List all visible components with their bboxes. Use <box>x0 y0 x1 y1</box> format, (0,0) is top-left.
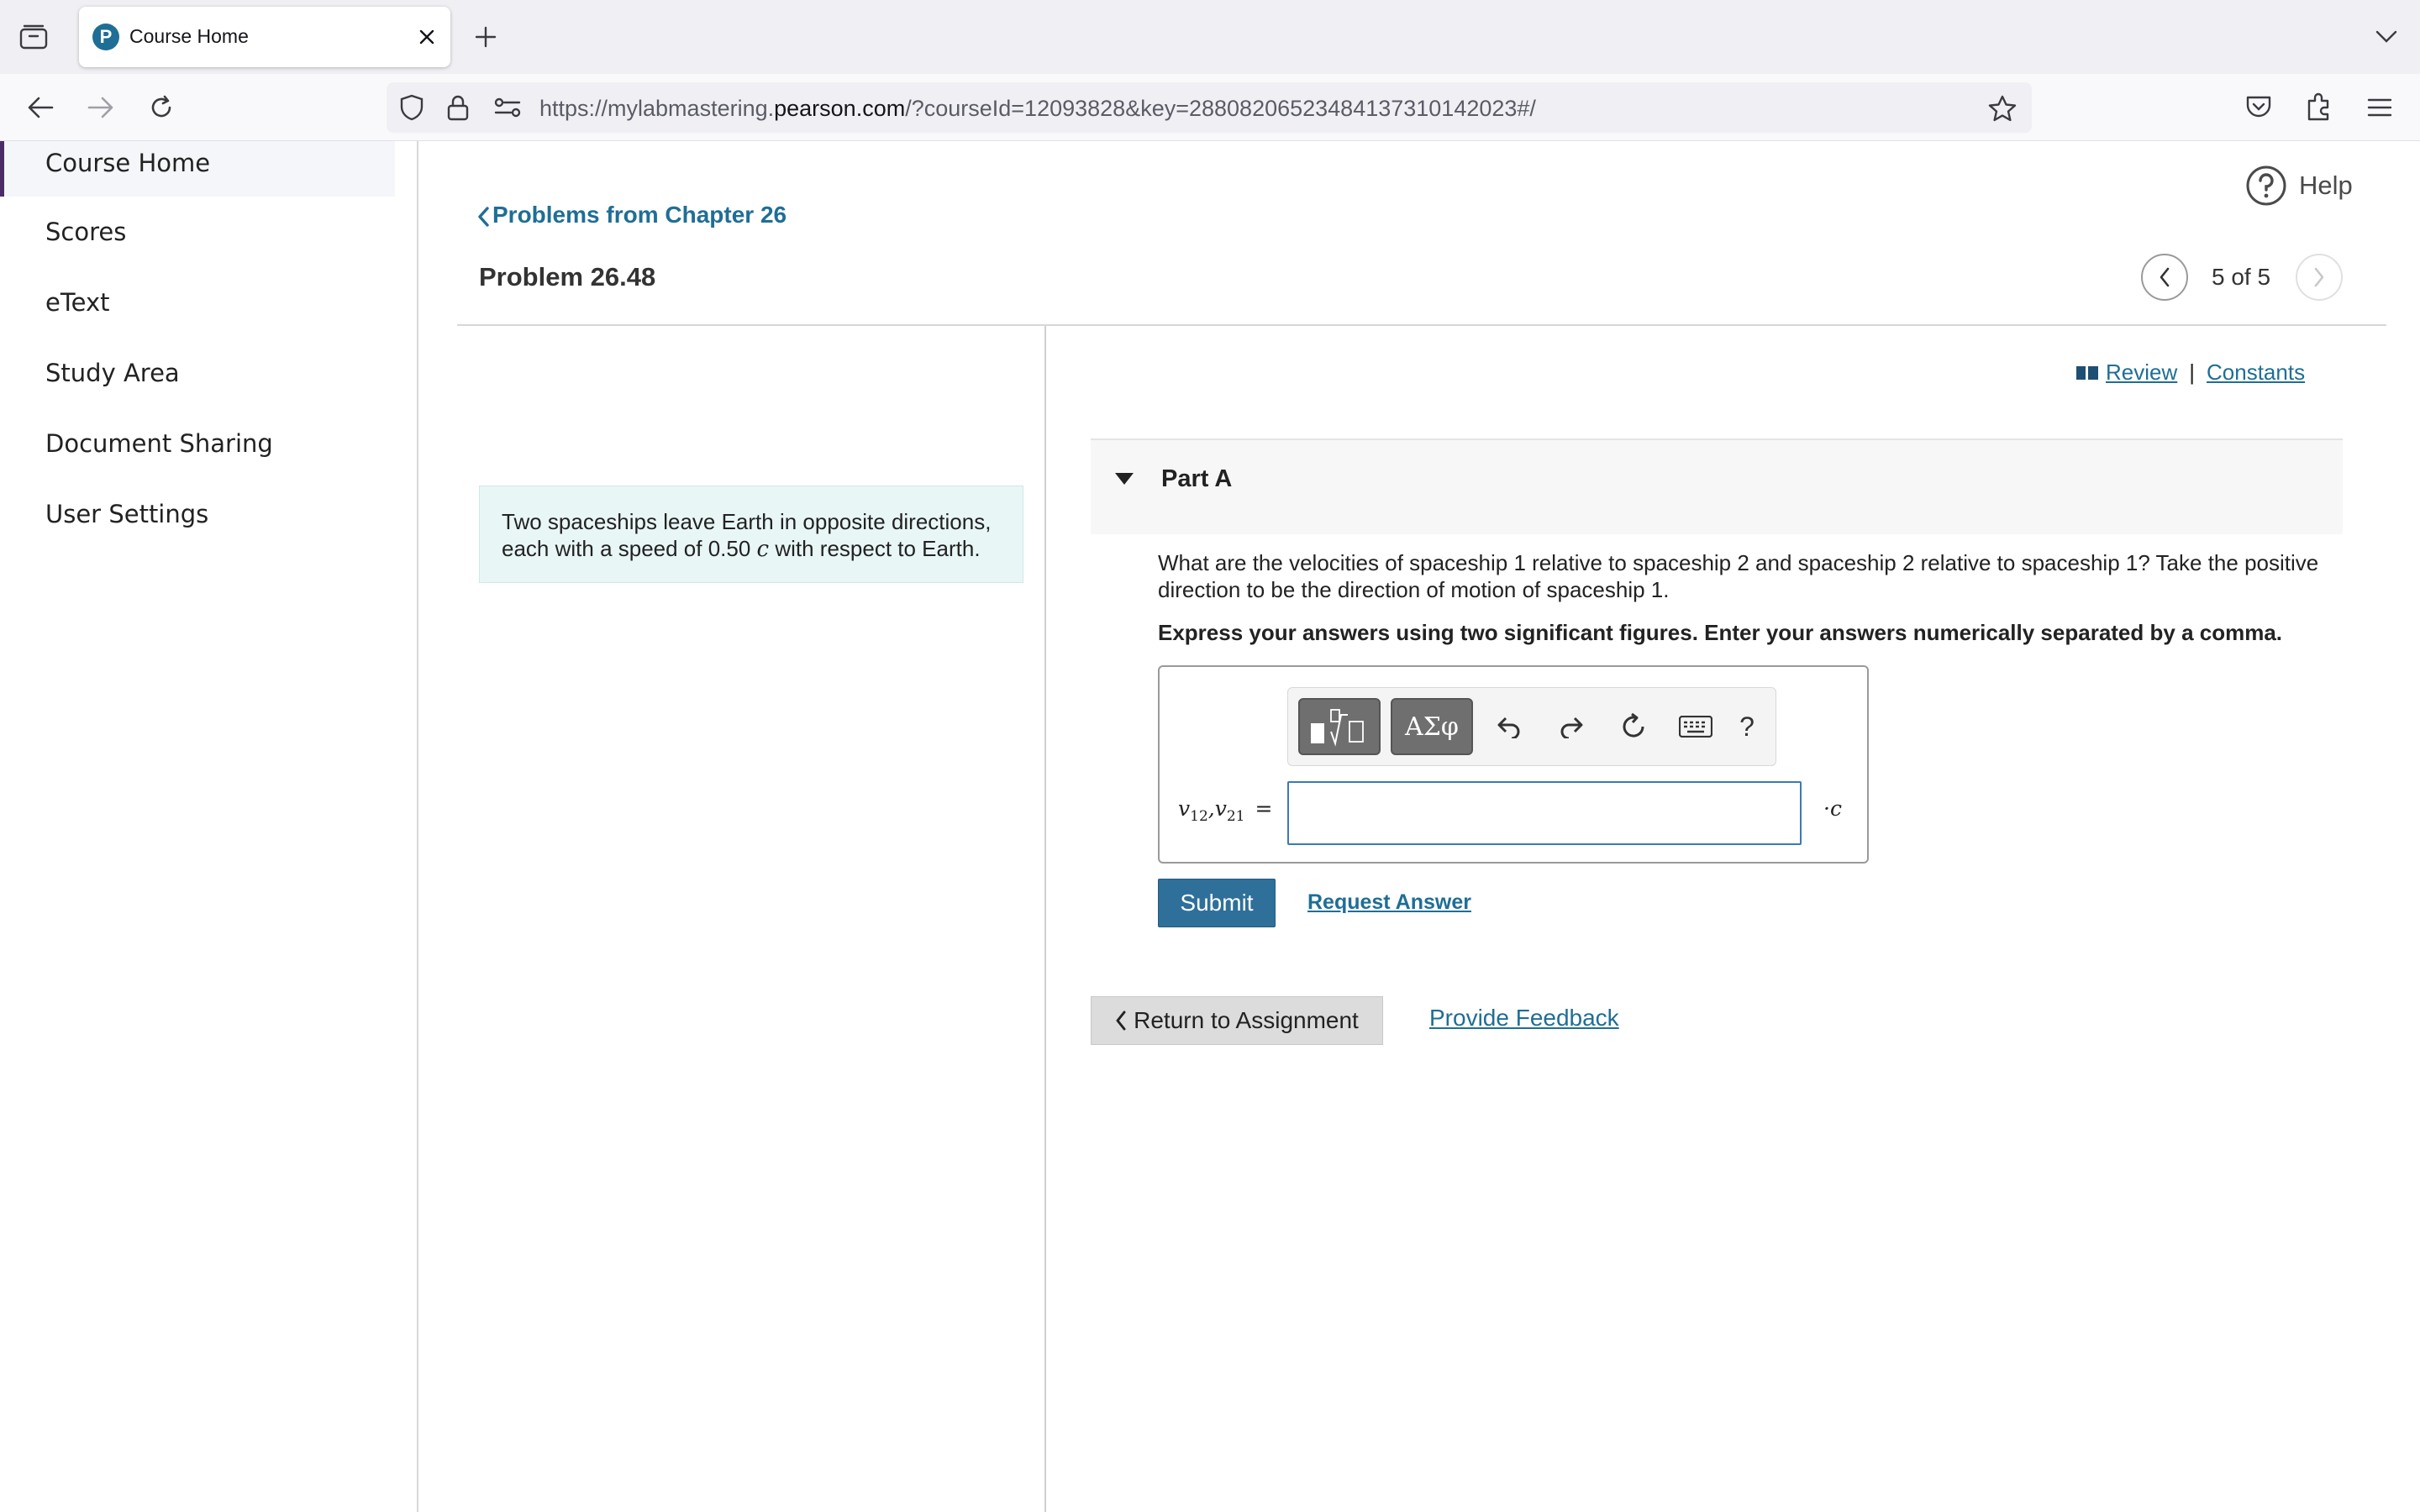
close-tab-icon[interactable] <box>412 22 442 52</box>
header-divider <box>457 324 2386 326</box>
return-to-assignment-button[interactable] <box>1091 996 1383 1045</box>
pager-position: 5 of 5 <box>2212 264 2271 290</box>
link-separator: | <box>2189 360 2196 385</box>
tab-overview-icon[interactable] <box>17 20 50 54</box>
request-answer-link[interactable]: Request Answer <box>1307 890 1471 914</box>
part-title: Part A <box>1161 465 1233 492</box>
return-label: Return to Assignment <box>1134 1007 1359 1033</box>
greek-symbols-label: ΑΣφ <box>1405 711 1459 742</box>
question-text: What are the velocities of spaceship 1 relative to spaceship 2 and spaceship 2 relative to spaceship 1? Take the positive direction to be the direction of motion of spaceship 1. <box>1158 550 2319 602</box>
tab-title: Course Home <box>129 25 249 47</box>
question-circle-icon <box>2245 165 2287 207</box>
keyboard-icon <box>1679 716 1712 738</box>
course-sidebar <box>0 141 418 1512</box>
chevron-left-icon <box>477 207 489 227</box>
instruction-text: Express your answers using two significant figures. Enter your answers numerically separated by a comma. <box>1158 620 2283 645</box>
bookmark-star-icon[interactable] <box>1986 92 2018 124</box>
submit-button[interactable]: Submit <box>1158 879 1276 927</box>
math-toolbar <box>1287 687 1776 766</box>
chevron-left-icon <box>1115 1011 1127 1031</box>
context-text: Two spaceships leave Earth in opposite directions, each with a speed of 0.50 <box>502 509 992 561</box>
context-text-end: with respect to Earth. <box>769 536 981 561</box>
sidebar-item-label: Course Home <box>45 149 211 177</box>
lock-icon[interactable] <box>444 92 472 123</box>
toolbar-help-label: ? <box>1739 711 1754 742</box>
undo-button[interactable] <box>1483 698 1535 755</box>
review-link[interactable]: Review <box>2106 360 2178 385</box>
caret-down-icon[interactable] <box>1114 472 1134 486</box>
sidebar-item-etext[interactable] <box>0 281 395 336</box>
pocket-icon[interactable] <box>2242 91 2275 124</box>
reset-button[interactable] <box>1607 698 1660 755</box>
answer-panel <box>1158 665 1869 864</box>
sidebar-item-scores[interactable] <box>0 210 395 265</box>
constants-link[interactable]: Constants <box>2207 360 2306 385</box>
resource-links <box>2075 360 2305 386</box>
book-icon <box>2075 365 2099 381</box>
redo-icon <box>1559 715 1584 738</box>
chevron-right-icon <box>2313 267 2325 287</box>
sidebar-item-label: eText <box>45 288 110 317</box>
sidebar-item-label: Study Area <box>45 359 180 387</box>
sidebar-item-label: Document Sharing <box>45 429 273 458</box>
sidebar-item-course-home[interactable] <box>0 141 395 197</box>
answer-input[interactable] <box>1287 781 1802 845</box>
previous-problem-button[interactable] <box>2141 254 2188 301</box>
undo-icon <box>1497 715 1522 738</box>
url-text[interactable]: https://mylabmastering.pearson.com/?courseId=12093828&key=288082065234841373101420​23#/ <box>539 96 1536 121</box>
answer-unit: ·c <box>1823 796 1842 821</box>
toolbar-help-button[interactable] <box>1725 698 1769 755</box>
reset-icon <box>1619 712 1648 741</box>
redo-button[interactable] <box>1545 698 1597 755</box>
sidebar-item-label: Scores <box>45 218 127 246</box>
url-bar[interactable] <box>387 82 2032 133</box>
help-label: Help <box>2299 171 2353 200</box>
shield-icon[interactable] <box>397 92 427 123</box>
forward-arrow-icon[interactable] <box>84 92 118 123</box>
keyboard-button[interactable] <box>1670 698 1722 755</box>
back-arrow-icon[interactable] <box>24 92 57 123</box>
templates-icon <box>1307 706 1371 747</box>
problem-context <box>479 486 1023 583</box>
provide-feedback-link[interactable]: Provide Feedback <box>1429 1005 1619 1031</box>
next-problem-button[interactable] <box>2296 254 2343 301</box>
sidebar-item-document-sharing[interactable] <box>0 422 395 477</box>
browser-tab[interactable] <box>79 7 450 67</box>
pearson-favicon-icon: P <box>92 24 119 50</box>
templates-button[interactable] <box>1298 698 1381 755</box>
new-tab-icon[interactable] <box>471 22 501 52</box>
speed-of-light-symbol: c <box>756 537 770 562</box>
hamburger-menu-icon[interactable] <box>2363 92 2396 123</box>
reload-icon[interactable] <box>145 91 178 124</box>
page-title: Problem 26.48 <box>479 262 656 291</box>
sidebar-item-user-settings[interactable] <box>0 492 395 548</box>
extensions-icon[interactable] <box>2302 89 2336 124</box>
column-divider <box>1044 326 1046 1512</box>
browser-tab-bar <box>0 0 2420 74</box>
back-link-label: Problems from Chapter 26 <box>492 202 787 228</box>
answer-variable-label: $v_{12},v_{21}$ = <box>1178 796 1273 825</box>
permissions-icon[interactable] <box>492 94 523 121</box>
part-a-header[interactable] <box>1091 438 2343 534</box>
sidebar-item-label: User Settings <box>45 500 209 528</box>
problem-pager <box>2141 254 2343 301</box>
help-button[interactable] <box>2245 165 2353 207</box>
chevron-left-icon <box>2159 267 2170 287</box>
sidebar-item-study-area[interactable] <box>0 351 395 407</box>
greek-symbols-button[interactable] <box>1391 698 1473 755</box>
problems-from-chapter-link[interactable] <box>477 202 786 228</box>
list-all-tabs-icon[interactable] <box>2371 22 2402 52</box>
